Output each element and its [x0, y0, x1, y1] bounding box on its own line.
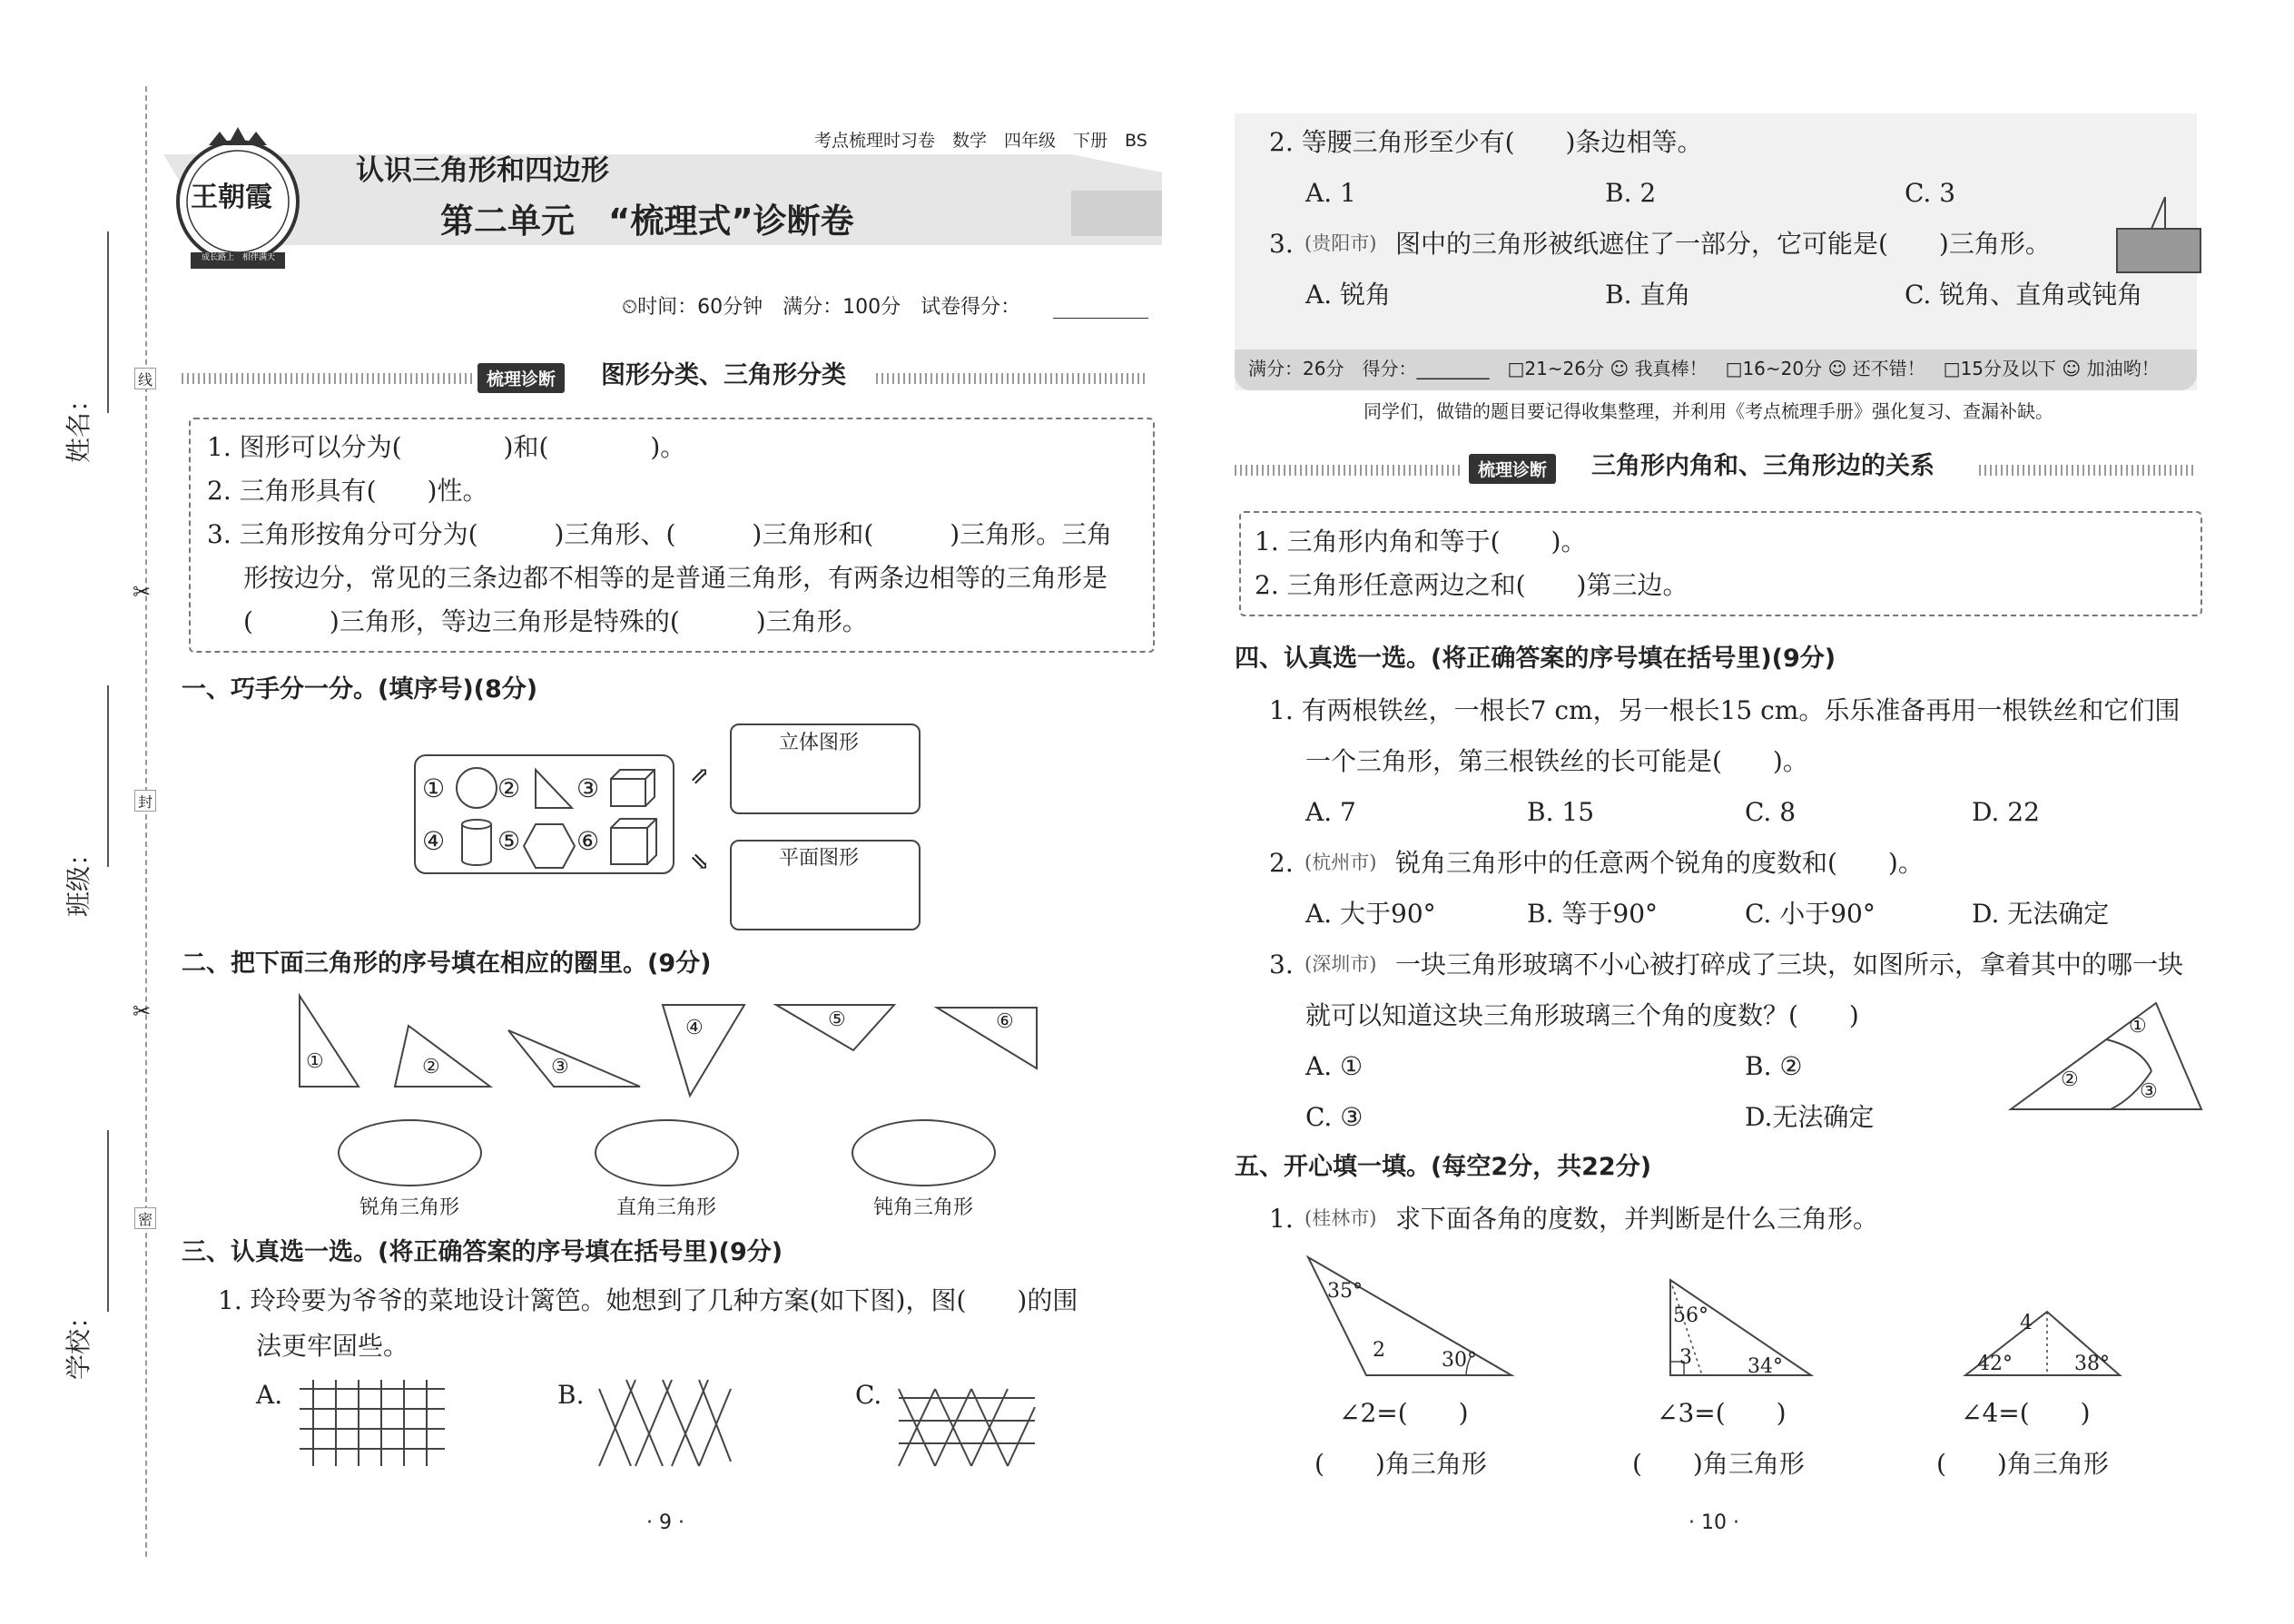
option: C. 锐角、直角或钝角	[1905, 280, 2143, 310]
option: D.无法确定	[1745, 1102, 1875, 1132]
option: C. 3	[1905, 178, 1956, 208]
oval-label: 锐角三角形	[359, 1196, 460, 1219]
review-item: 1. 三角形内角和等于( )。	[1255, 527, 1587, 556]
angle-label: 3	[1679, 1346, 1692, 1369]
arrow-icon: ⇗	[690, 763, 710, 790]
review-badge: 梳理诊断	[478, 363, 565, 393]
triangle-label: ⑥	[996, 1010, 1014, 1033]
fence-grid-a	[300, 1380, 445, 1471]
name-label: 姓名：	[64, 386, 94, 463]
option-label: B.	[557, 1380, 585, 1410]
review-item: 1. 图形可以分为( )和( )。	[207, 432, 686, 462]
notice: 同学们，做错的题目要记得收集整理，并利用《考点梳理手册》强化复习、查漏补缺。	[1364, 400, 2053, 422]
header-meta: 考点梳理时习卷 数学 四年级 下册 BS	[814, 131, 1147, 151]
score-bar-text: 满分：26分 得分：________ □21~26分 ☺ 我真棒！ □16~20分 ☺ 还不错！ □15分及以下 ☺ 加油哟！	[1248, 358, 2160, 379]
shapes-panel	[413, 753, 676, 876]
cut-mark: 密	[134, 1207, 156, 1229]
review-item: ( )三角形，等边三角形是特殊的( )三角形。	[243, 606, 868, 636]
hatch	[182, 373, 472, 384]
glass-label: ③	[2140, 1080, 2158, 1103]
option: D. 22	[1972, 797, 2040, 827]
glass-label: ②	[2061, 1068, 2079, 1091]
option: D. 无法确定	[1972, 899, 2110, 929]
triangle-label: ③	[551, 1056, 569, 1078]
option: A. ①	[1305, 1051, 1364, 1081]
region-tag: (杭州市)	[1305, 851, 1377, 873]
question-text: 2. 等腰三角形至少有( )条边相等。	[1269, 127, 1703, 157]
region-tag: (深圳市)	[1305, 953, 1377, 975]
shape-num: ③	[576, 773, 600, 803]
logo-text: 王朝霞	[191, 182, 272, 213]
review-item: 形按边分，常见的三条边都不相等的是普通三角形，有两条边相等的三角形是	[243, 563, 1108, 593]
box-label: 平面图形	[779, 847, 860, 870]
question-text: 1. 玲玲要为爷爷的菜地设计篱笆。她想到了几种方案(如下图)，图( )的围	[218, 1285, 1078, 1315]
shape-num: ④	[422, 826, 446, 856]
box-label: 立体图形	[779, 732, 860, 754]
scissor-icon: ✂	[133, 579, 152, 605]
class-line	[107, 685, 109, 867]
angle-label: 35°	[1327, 1280, 1363, 1303]
triangle-label: ①	[306, 1050, 324, 1073]
question-text: 1. 有两根铁丝，一根长7 cm，另一根长15 cm。乐乐准备再用一根铁丝和它们围	[1269, 695, 2181, 725]
shape-num: ①	[422, 773, 446, 803]
review-badge: 梳理诊断	[1469, 454, 1556, 484]
arrow-icon: ⇘	[690, 849, 710, 876]
cut-mark: 封	[134, 790, 156, 812]
angle-label: 2	[1373, 1339, 1385, 1362]
page-title: 第二单元 “梳理式”诊断卷	[440, 202, 854, 241]
review-item: 2. 三角形具有( )性。	[207, 476, 488, 506]
question-text: 图中的三角形被纸遮住了一部分，它可能是( )三角形。	[1395, 229, 2051, 259]
section-title: 一、巧手分一分。(填序号)(8分)	[182, 675, 538, 704]
hatch	[1235, 465, 1462, 476]
question-text: 一块三角形玻璃不小心被打碎成了三块，如图所示，拿着其中的哪一块	[1395, 950, 2184, 979]
hatch	[1979, 465, 2197, 476]
question-text: 2.	[1269, 848, 1294, 878]
page-number: · 10 ·	[1689, 1511, 1739, 1534]
covered-triangle	[2115, 195, 2206, 277]
oval	[338, 1119, 482, 1186]
school-line	[107, 1130, 109, 1312]
angle-triangle-1	[1303, 1253, 1521, 1380]
shape-num: ⑤	[497, 826, 521, 856]
option: B. 2	[1605, 178, 1657, 208]
page-number: · 9 ·	[646, 1511, 684, 1534]
angle-label: 56°	[1673, 1304, 1708, 1327]
name-line	[107, 231, 109, 413]
question-text: 法更牢固些。	[256, 1331, 409, 1361]
triangle-label: ⑤	[828, 1009, 846, 1031]
section-title: 五、开心填一填。(每空2分，共22分)	[1235, 1153, 1652, 1181]
question-text: 3.	[1269, 229, 1294, 259]
logo-sub: 成长路上 相伴满天	[202, 253, 276, 262]
question-text: 锐角三角形中的任意两个锐角的度数和( )。	[1395, 848, 1924, 878]
option: B. 等于90°	[1527, 899, 1659, 929]
fence-tri-c	[899, 1380, 1035, 1471]
question-text: 3.	[1269, 950, 1294, 979]
section-title: 四、认真选一选。(将正确答案的序号填在括号里)(9分)	[1235, 645, 1836, 673]
angle-label: 4	[2020, 1312, 2033, 1334]
review-item: 2. 三角形任意两边之和( )第三边。	[1255, 570, 1689, 600]
option: A. 7	[1305, 797, 1356, 827]
answer-eq: ∠4=( )	[1961, 1398, 2091, 1428]
oval-label: 钝角三角形	[873, 1196, 974, 1219]
answer-eq: ∠2=( )	[1339, 1398, 1469, 1428]
option-label: C.	[855, 1380, 882, 1410]
option-label: A.	[256, 1380, 283, 1410]
header-topic: 认识三角形和四边形	[356, 154, 609, 187]
angle-label: 42°	[1977, 1353, 2013, 1375]
region-tag: (贵阳市)	[1305, 232, 1377, 254]
review-title: 三角形内角和、三角形边的关系	[1591, 452, 1935, 480]
cut-mark: 线	[134, 368, 156, 389]
oval	[595, 1119, 739, 1186]
option: A. 大于90°	[1305, 899, 1436, 929]
section-title: 三、认真选一选。(将正确答案的序号填在括号里)(9分)	[182, 1238, 783, 1266]
question-text: 一个三角形，第三根铁丝的长可能是( )。	[1305, 746, 1808, 776]
section-title: 二、把下面三角形的序号填在相应的圈里。(9分)	[182, 950, 712, 978]
option: B. 直角	[1605, 280, 1691, 310]
option: C. 小于90°	[1745, 899, 1876, 929]
triangle-label: ④	[685, 1017, 704, 1039]
angle-label: 38°	[2074, 1353, 2110, 1375]
question-text: 1.	[1269, 1204, 1294, 1234]
school-label: 学校：	[64, 1303, 94, 1380]
answer-type: ( )角三角形	[1936, 1449, 2109, 1479]
angle-label: 30°	[1442, 1349, 1477, 1372]
hatch	[876, 373, 1148, 384]
question-text: 就可以知道这块三角形玻璃三个角的度数？( )	[1305, 1000, 1859, 1030]
option: A. 锐角	[1305, 280, 1392, 310]
oval	[852, 1119, 996, 1186]
option: C. ③	[1305, 1102, 1364, 1132]
region-tag: (桂林市)	[1305, 1207, 1377, 1229]
option: A. 1	[1305, 178, 1356, 208]
broken-glass	[2006, 999, 2206, 1112]
shape-num: ②	[497, 773, 521, 803]
shape-num: ⑥	[576, 826, 600, 856]
answer-eq: ∠3=( )	[1657, 1398, 1787, 1428]
question-text: 求下面各角的度数，并判断是什么三角形。	[1395, 1204, 1879, 1234]
glass-label: ①	[2129, 1015, 2147, 1038]
angle-label: 34°	[1748, 1355, 1783, 1378]
review-item: 3. 三角形按角分可分为( )三角形、( )三角形和( )三角形。三角	[207, 519, 1113, 549]
option: B. ②	[1745, 1051, 1803, 1081]
answer-type: ( )角三角形	[1314, 1449, 1487, 1479]
exam-info: ⏲时间：60分钟 满分：100分 试卷得分：	[622, 296, 1021, 319]
review-title: 图形分类、三角形分类	[601, 361, 846, 389]
scissor-icon: ✂	[133, 999, 152, 1024]
oval-label: 直角三角形	[616, 1196, 717, 1219]
option: B. 15	[1527, 797, 1595, 827]
binding-line	[145, 86, 147, 1557]
triangle-label: ②	[422, 1056, 440, 1078]
triangles	[290, 994, 1062, 1103]
score-line	[1053, 318, 1148, 319]
option: C. 8	[1745, 797, 1797, 827]
answer-type: ( )角三角形	[1632, 1449, 1805, 1479]
fence-cross-b	[599, 1380, 735, 1471]
class-label: 班级：	[64, 840, 94, 917]
